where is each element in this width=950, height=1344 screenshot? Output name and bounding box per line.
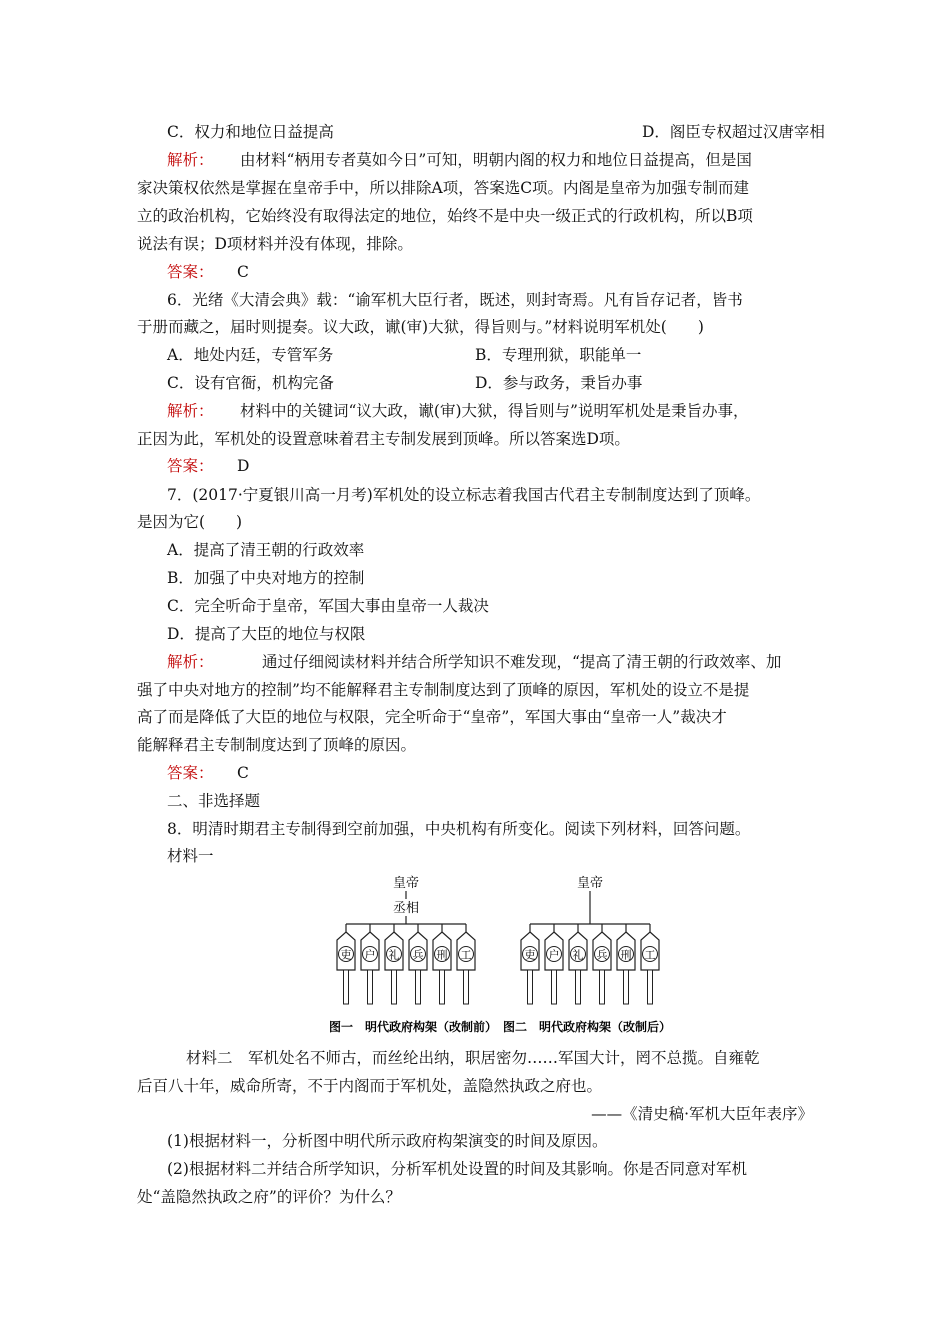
- q6-option-b: B．专理刑狱，职能单一: [475, 346, 642, 364]
- q7-analysis-line-2: 强了中央对地方的控制”均不能解释君主专制制度达到了顶峰的原因，军机处的设立不是提: [137, 681, 750, 699]
- material-1-label: 材料一: [167, 847, 214, 865]
- q7-analysis-line-4: 能解释君主专制制度达到了顶峰的原因。: [137, 736, 417, 754]
- analysis-label: 解析：: [167, 402, 214, 420]
- q6-stem-line-1: 6．光绪《大清会典》载：“谕军机大臣行者，既述，则封寄焉。凡有旨存记者，皆书: [167, 291, 743, 309]
- fig1-ministries: [337, 924, 475, 1004]
- fig2-ministry-6: [641, 924, 659, 1004]
- fig2-ministry-label: 礼: [572, 948, 584, 962]
- q8-subquestion-1: (1)根据材料一，分析图中明代所示政府构架演变的时间及原因。: [167, 1132, 608, 1150]
- q7-answer: [167, 759, 249, 787]
- fig2-ministry-2: [545, 924, 563, 1004]
- q7-stem-line-1: 7．(2017·宁夏银川高一月考)军机处的设立标志着我国古代君主专制制度达到了顶峰。: [167, 486, 761, 504]
- answer-label: 答案：: [167, 457, 214, 475]
- fig1-ministry-1: [337, 924, 355, 1004]
- fig1-emperor-label: 皇帝: [392, 876, 420, 891]
- fig1-ministry-2: [361, 924, 379, 1004]
- fig2-ministry-label: 吏: [524, 948, 536, 962]
- q5-analysis-line-2: 家决策权依然是掌握在皇帝手中，所以排除A项，答案选C项。内阁是皇帝为加强专制而建: [137, 179, 750, 197]
- fig1-chancellor-label: 丞相: [392, 901, 420, 916]
- answer-value: D: [237, 457, 250, 475]
- q7-stem-line-2: 是因为它( ): [137, 513, 243, 531]
- fig1-ministry-label: 兵: [412, 948, 424, 962]
- q5-option-c: C．权力和地位日益提高 D．阁臣专权超过汉唐宰相: [167, 118, 334, 146]
- fig1-ministry-4: [409, 924, 427, 1004]
- fig1-ministry-label: 户: [364, 948, 376, 962]
- q6-analysis-line-1: 解析： 材料中的关键词“议大政，谳(审)大狱，得旨则与”说明军机处是秉旨办事，: [167, 402, 749, 420]
- answer-value: C: [237, 263, 249, 281]
- fig2-ministry-label: 工: [644, 948, 656, 962]
- fig1-ministry-6: [457, 924, 475, 1004]
- q8-subquestion-2-line-2: 处“盖隐然执政之府”的评价？为什么？: [137, 1188, 401, 1206]
- answer-label: 答案：: [167, 263, 214, 281]
- q7-option-a: A．提高了清王朝的行政效率: [167, 541, 365, 559]
- analysis-label: 解析：: [167, 151, 214, 169]
- q8-subquestion-2-line-1: (2)根据材料二并结合所学知识，分析军机处设置的时间及其影响。你是否同意对军机: [167, 1160, 747, 1178]
- section-heading: 二、非选择题: [167, 792, 261, 810]
- q6-analysis-line-2: 正因为此，军机处的设置意味着君主专制发展到顶峰。所以答案选D项。: [137, 430, 630, 448]
- q5-analysis-line-1: 解析： 由材料“柄用专者莫如今日”可知，明朝内阁的权力和地位日益提高，但是国: [167, 151, 752, 169]
- q7-analysis-line-1: 解析： 通过仔细阅读材料并结合所学知识不难发现，“提高了清王朝的行政效率、加: [167, 653, 782, 671]
- fig1-ministry-label: 工: [460, 948, 472, 962]
- q5-analysis-line-4: 说法有误；D项材料并没有体现，排除。: [137, 235, 413, 253]
- q7-analysis-line-3: 高了而是降低了大臣的地位与权限，完全听命于“皇帝”，军国大事由“皇帝一人”裁决才: [137, 708, 727, 726]
- q6-option-d: D．参与政务，秉旨办事: [475, 374, 643, 392]
- diagram-caption: 图一 明代政府构架（改制前） 图二 明代政府构架（改制后）: [328, 1020, 672, 1034]
- q6-option-c: C．设有官衙，机构完备 D．参与政务，秉旨办事: [167, 369, 334, 397]
- fig1-ministry-label: 礼: [388, 948, 400, 962]
- q5-analysis-line-3: 立的政治机构，它始终没有取得法定的地位，始终不是中央一级正式的行政机构，所以B项: [137, 207, 753, 225]
- fig1-ministry-label: 吏: [340, 948, 352, 962]
- q8-stem: 8．明清时期君主专制得到空前加强，中央机构有所变化。阅读下列材料，回答问题。: [167, 820, 751, 838]
- analysis-label: 解析：: [167, 653, 214, 671]
- answer-label: 答案：: [167, 764, 214, 782]
- government-structure-diagram: [300, 868, 700, 1040]
- material-2-source: ——《清史稿·军机大臣年表序》: [591, 1105, 813, 1123]
- material-2-line-1: 材料二 军机处名不师古，而丝纶出纳，职居密勿……军国大计，罔不总揽。自雍乾: [186, 1049, 760, 1067]
- q7-option-b: B．加强了中央对地方的控制: [167, 569, 365, 587]
- q6-option-a: A．地处内廷，专管军务 B．专理刑狱，职能单一: [167, 341, 333, 369]
- fig2-ministry-4: [593, 924, 611, 1004]
- q6-stem-line-2: 于册而藏之，届时则提奏。议大政，谳(审)大狱，得旨则与。”材料说明军机处( ): [137, 318, 704, 336]
- fig2-ministries: [521, 924, 659, 1004]
- q6-answer: [167, 452, 250, 480]
- q7-option-d: D．提高了大臣的地位与权限: [167, 625, 366, 643]
- fig2-ministry-label: 兵: [596, 948, 608, 962]
- material-2-line-2: 后百八十年，威命所寄，不于内阁而于军机处，盖隐然执政之府也。: [137, 1077, 603, 1095]
- answer-value: C: [237, 764, 249, 782]
- fig2-ministry-5: [617, 924, 635, 1004]
- fig2-ministry-label: 户: [548, 948, 560, 962]
- fig1-ministry-5: [433, 924, 451, 1004]
- fig2-emperor-label: 皇帝: [576, 876, 604, 891]
- q7-option-c: C．完全听命于皇帝，军国大事由皇帝一人裁决: [167, 597, 489, 615]
- fig1-ministry-label: 刑: [436, 948, 448, 962]
- q5-option-d: D．阁臣专权超过汉唐宰相: [642, 123, 825, 141]
- fig2-ministry-3: [569, 924, 587, 1004]
- fig1-ministry-3: [385, 924, 403, 1004]
- fig2-ministry-1: [521, 924, 539, 1004]
- fig2-ministry-label: 刑: [620, 948, 632, 962]
- q5-answer: [167, 258, 249, 286]
